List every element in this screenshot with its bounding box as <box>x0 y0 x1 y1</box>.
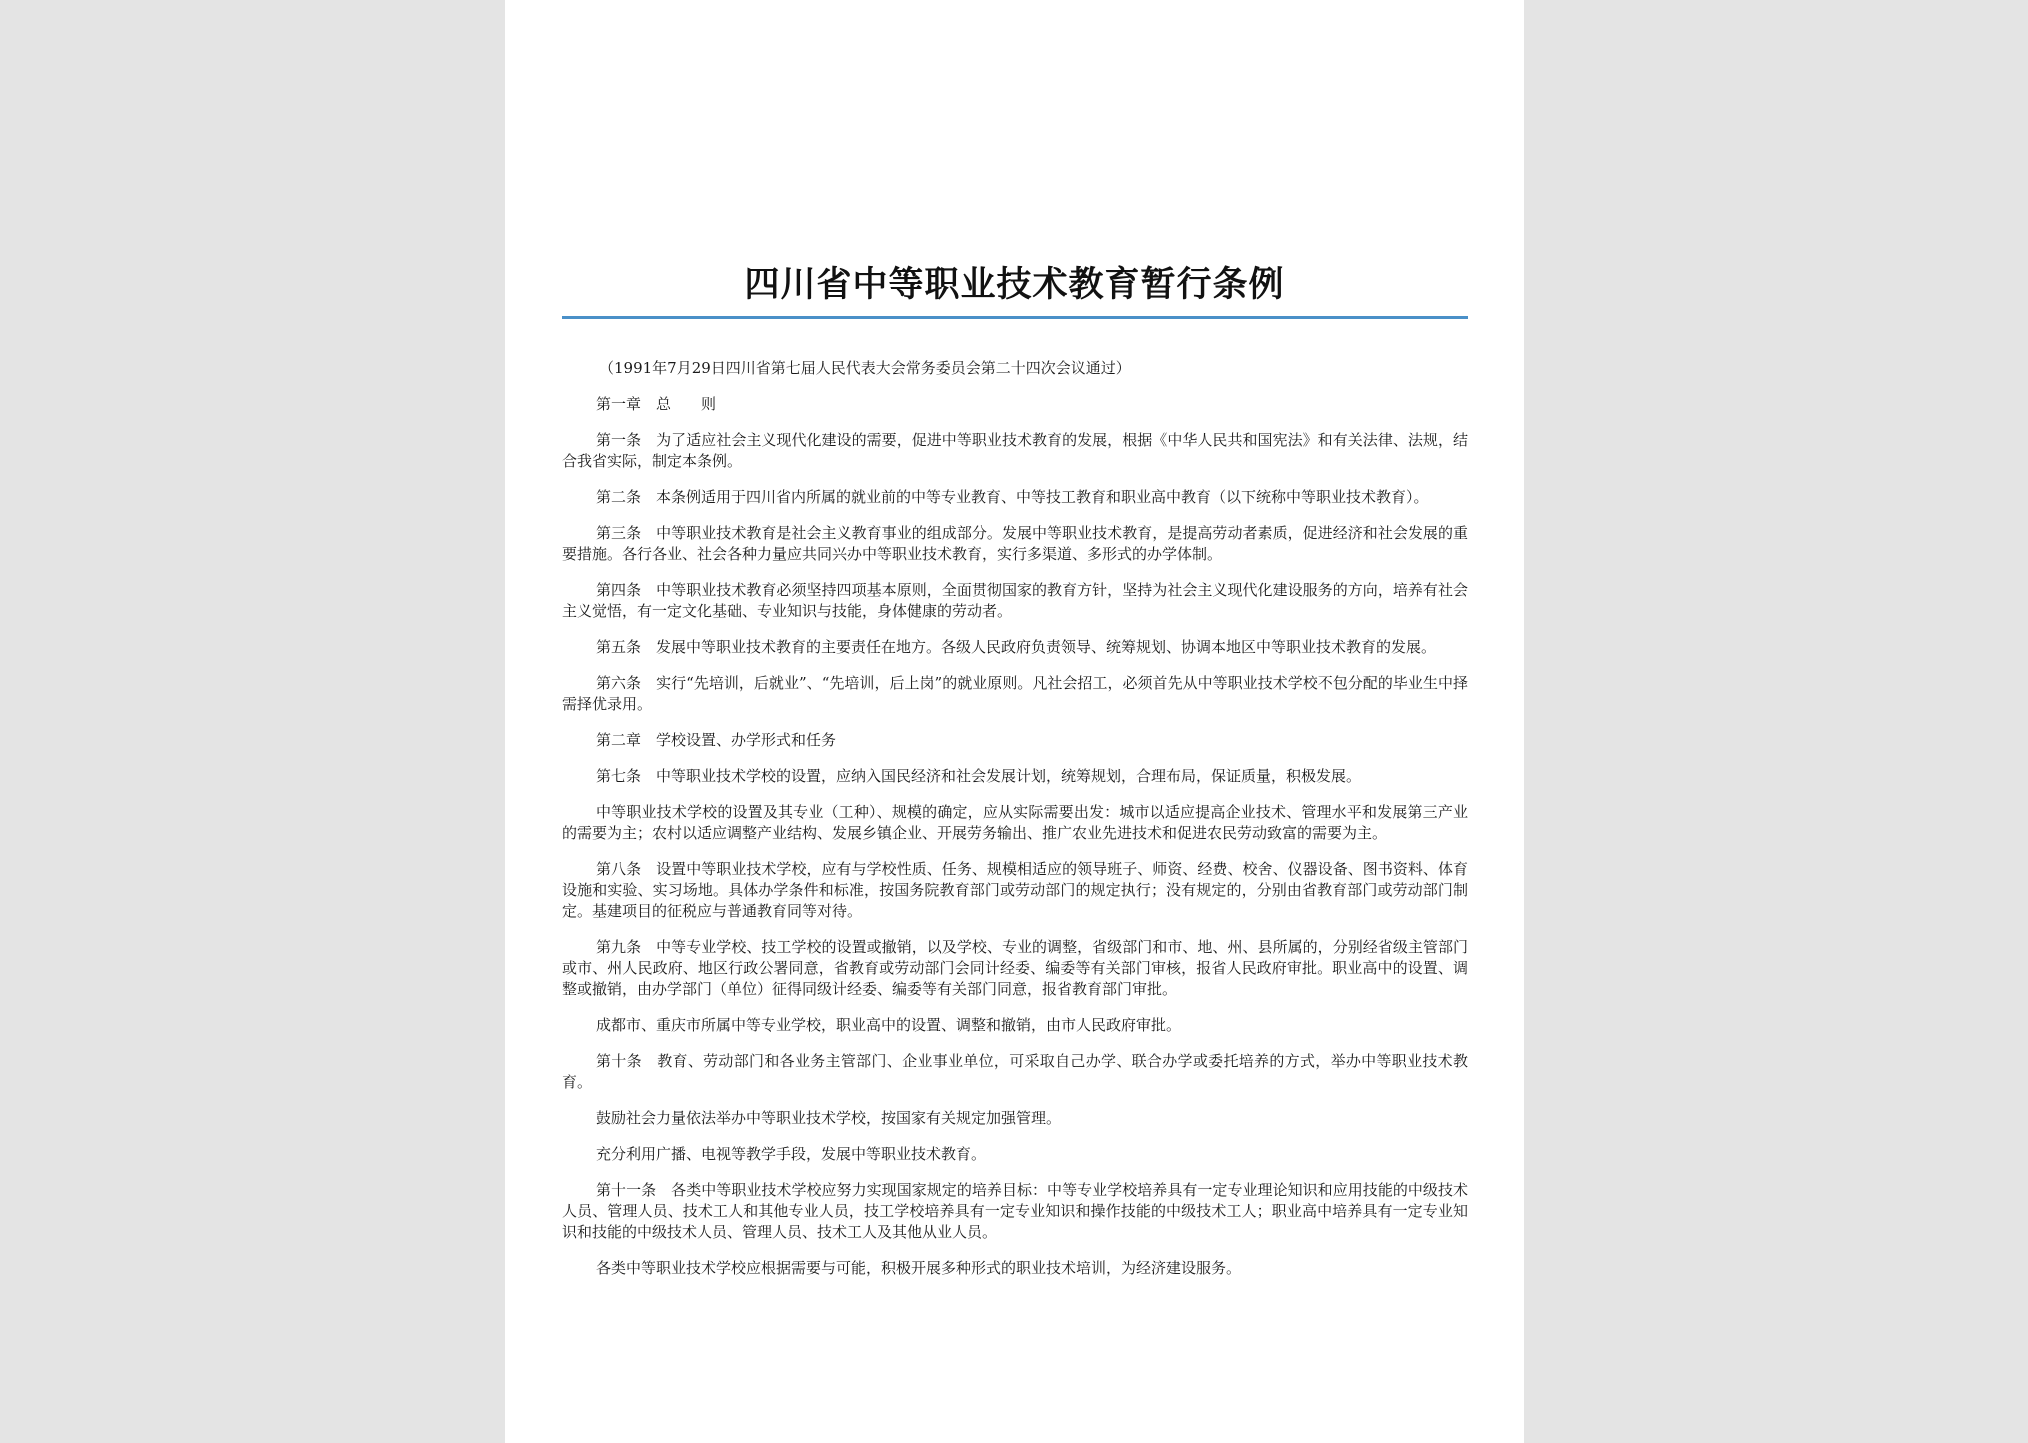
article-paragraph: 成都市、重庆市所属中等专业学校，职业高中的设置、调整和撤销，由市人民政府审批。 <box>596 1016 1182 1034</box>
article-paragraph: 第五条 发展中等职业技术教育的主要责任在地方。各级人民政府负责领导、统筹规划、协调本地区中等职业技术教育的发展。 <box>596 638 1437 656</box>
article-paragraph: 充分利用广播、电视等教学手段，发展中等职业技术教育。 <box>596 1145 987 1163</box>
article-paragraph: 各类中等职业技术学校应根据需要与可能，积极开展多种形式的职业技术培训，为经济建设服务。 <box>596 1259 1242 1277</box>
document-body <box>562 358 1468 1294</box>
chapter-heading: 第二章 学校设置、办学形式和任务 <box>596 731 837 749</box>
chapter-heading: 第一章 总 则 <box>596 395 717 413</box>
article-paragraph: 第四条 中等职业技术教育必须坚持四项基本原则，全面贯彻国家的教育方针，坚持为社会主义现代化建设服务的方向，培养有社会主义觉悟，有一定文化基础、专业知识与技能，身体健康的劳动者。 <box>562 581 1468 620</box>
adoption-note: （1991年7月29日四川省第七届人民代表大会常务委员会第二十四次会议通过） <box>599 359 1131 377</box>
article-paragraph: 第二条 本条例适用于四川省内所属的就业前的中等专业教育、中等技工教育和职业高中教育（以下统称中等职业技术教育）。 <box>596 488 1429 506</box>
article-paragraph: 鼓励社会力量依法举办中等职业技术学校，按国家有关规定加强管理。 <box>596 1109 1062 1127</box>
article-paragraph: 第六条 实行“先培训，后就业”、“先培训，后上岗”的就业原则。凡社会招工，必须首先从中等职业技术学校不包分配的毕业生中择需择优录用。 <box>562 674 1468 713</box>
article-paragraph: 第一条 为了适应社会主义现代化建设的需要，促进中等职业技术教育的发展，根据《中华人民共和国宪法》和有关法律、法规，结合我省实际，制定本条例。 <box>562 431 1468 470</box>
title-underline <box>562 316 1468 319</box>
article-paragraph: 中等职业技术学校的设置及其专业（工种）、规模的确定，应从实际需要出发：城市以适应提高企业技术、管理水平和发展第三产业的需要为主；农村以适应调整产业结构、发展乡镇企业、开展劳务输出、推广农业先进技术和促进农民劳动致富的需要为主。 <box>562 803 1468 842</box>
article-paragraph: 第十条 教育、劳动部门和各业务主管部门、企业事业单位，可采取自己办学、联合办学或委托培养的方式，举办中等职业技术教育。 <box>562 1052 1468 1091</box>
article-paragraph: 第七条 中等职业技术学校的设置，应纳入国民经济和社会发展计划，统筹规划，合理布局，保证质量，积极发展。 <box>596 767 1362 785</box>
article-paragraph: 第十一条 各类中等职业技术学校应努力实现国家规定的培养目标：中等专业学校培养具有一定专业理论知识和应用技能的中级技术人员、管理人员、技术工人和其他专业人员，技工学校培养具有一定专业知识和操作技能的中级技术工人；职业高中培养具有一定专业知识和技能的中级技术人员、管理人员、技术工人及其他从业人员。 <box>562 1181 1468 1241</box>
document-title: 四川省中等职业技术教育暂行条例 <box>744 265 1285 305</box>
article-paragraph: 第八条 设置中等职业技术学校，应有与学校性质、任务、规模相适应的领导班子、师资、经费、校舍、仪器设备、图书资料、体育设施和实验、实习场地。具体办学条件和标准，按国务院教育部门或劳动部门的规定执行；没有规定的，分别由省教育部门或劳动部门制定。基建项目的征税应与普通教育同等对待。 <box>562 860 1468 920</box>
article-paragraph: 第九条 中等专业学校、技工学校的设置或撤销，以及学校、专业的调整，省级部门和市、地、州、县所属的，分别经省级主管部门或市、州人民政府、地区行政公署同意，省教育或劳动部门会同计经委、编委等有关部门审核，报省人民政府审批。职业高中的设置、调整或撤销，由办学部门（单位）征得同级计经委、编委等有关部门同意，报省教育部门审批。 <box>562 938 1468 998</box>
article-paragraph: 第三条 中等职业技术教育是社会主义教育事业的组成部分。发展中等职业技术教育，是提高劳动者素质，促进经济和社会发展的重要措施。各行各业、社会各种力量应共同兴办中等职业技术教育，实行多渠道、多形式的办学体制。 <box>562 524 1468 563</box>
document-page <box>505 0 1524 1443</box>
